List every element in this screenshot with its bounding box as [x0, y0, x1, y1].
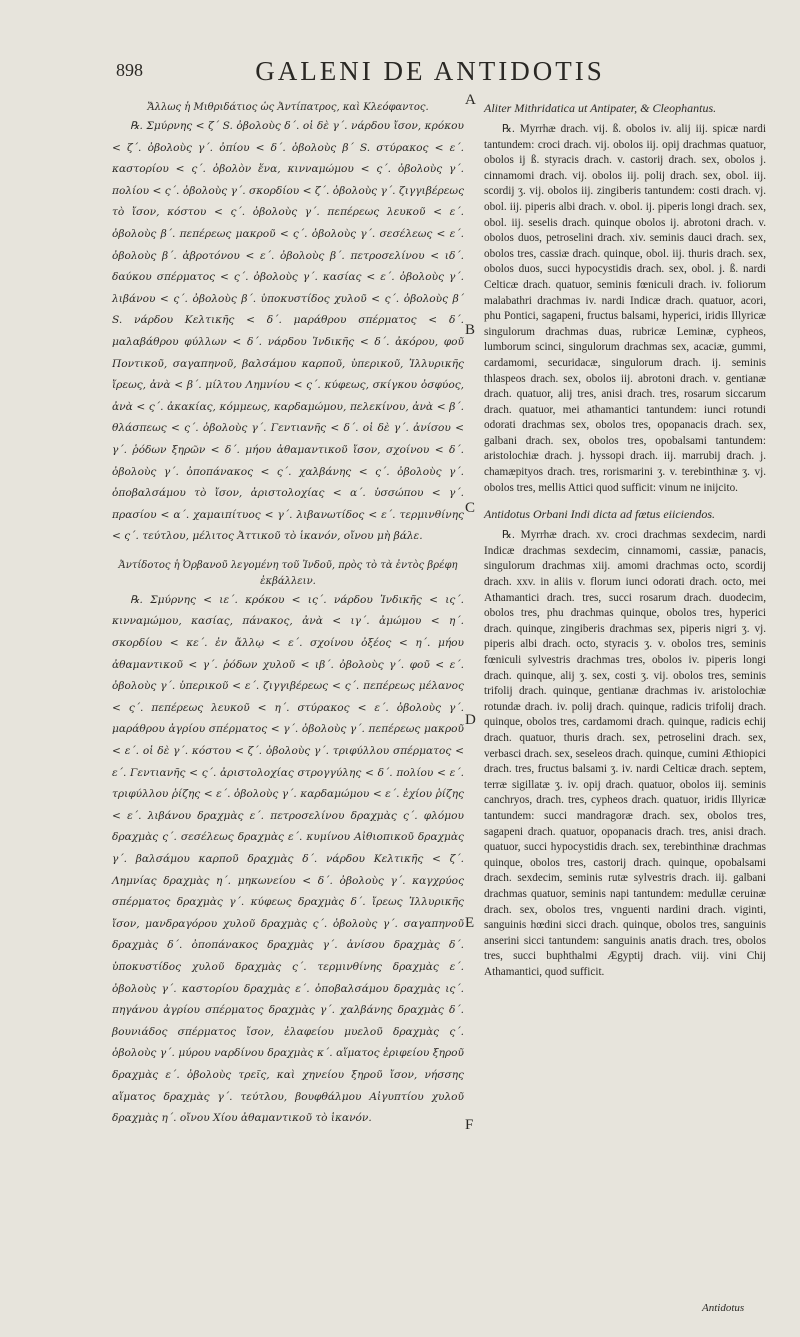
running-title: GALENI DE ANTIDOTIS — [255, 56, 605, 86]
greek-heading-1: Ἄλλως ἡ Μιθριδάτιος ὡς Ἀντίπατρος, καὶ Κλεόφαντος. — [147, 102, 429, 113]
margin-letter-b: B — [465, 322, 476, 338]
latin-column — [484, 100, 766, 980]
greek-column — [112, 100, 464, 1130]
catchword: Antidotus — [702, 1302, 745, 1314]
latin-recipe-1: ℞. Myrrhæ drach. vij. ß. obolos iv. alij iij. spicæ nardi tantundem: croci drach. vij. obolos iij. opij drachmas quatuor, obolos ij ß. styracis drach. v. castorij drach. sex, obolos j. cinnamomi drach. vij. obolos iij. polij drach. sex, obol. iij. scordij ʒ. vij. obolos iij. zingiberis tantundem: costi drach. vj. obol. iij. piperis albi drach. v. obol. ij. piperis longi drach. sex, obol. iij. seselis drach. quinque obolos ij. abrotoni drach. v. obolos duos, petroselini drach. xiv. seminis dauci drach. sex, obolos tres, cassiæ drach. quinque, obol. iij. thuris drach. sex, obolos duos, succi hypocystidis drach. sex, obol. j. ß. nardi Celticæ drach. quatuor, seminis fœniculi drach. iv. foliorum malabathri drachmas iv. nardi Indicæ drach. quatuor, acori, phu Pontici, sagapeni, fructus balsami, hyperici, iridis Illyricæ singulorum drachmas duas, rubricæ Leminæ, cypheos, lumborum scinci, singulorum drachmas sex, acaciæ, gummi, cardamomi, securidacæ, singulorum drach. ij. seminis thlaspeos drach. sex, obolos iij. abrotoni drach. v. gentianæ drach. quatuor, alij tres, anisi drach. tres, rosarum siccarum drach. quatuor, mei athamantici tantundem: iunci rotundi odorati drachmas sex, obolos tres, opopanacis drach. sex, galbani drach. sex, obolos tres, opobalsami tantundem: aristolochiæ drach. j. hyssopi drach. iij. marrubij drach. j. chamæpityos drach. tres, rorismarini ʒ. v. terebinthinæ ʒ. vj. obolos tres, mellis Attici quod sufficit: vinum ne inijcito. — [484, 123, 766, 494]
latin-heading-2: Antidotus Orbani Indi dicta ad fœtus eiiciendos. — [484, 507, 715, 522]
greek-heading-2: Ἀντίδοτος ἡ Ὀρβανοῦ λεγομένη τοῦ Ἰνδοῦ, πρὸς τὸ τὰ ἐντὸς βρέφη ἐκβάλλειν. — [118, 559, 458, 587]
margin-letter-e: E — [465, 915, 475, 931]
latin-heading-1: Aliter Mithridatica ut Antipater, & Cleophantus. — [484, 101, 717, 115]
margin-letter-c: C — [465, 500, 476, 516]
margin-letter-d: D — [465, 712, 476, 728]
greek-recipe-1: ℞. Σμύρνης < ζ΄ S. ὀβολοὺς δ΄. οἱ δὲ γ΄. νάρδου ἴσον, κρόκου < ζ΄. ὀβολοὺς γ΄. ὀπίου < δ΄. ὀβολοὺς β΄ S. στύρακος < ε΄. καστορίου < ς΄. ὀβολὸν ἕνα, κινναμώμου < ς΄. ὀβολοὺς γ΄. πολίου < ς΄. ὀβολοὺς γ΄. σκορδίου < ζ΄. ὀβολοὺς γ΄. ζιγγιβέρεως τὸ ἴσον, κόστου < ς΄. ὀβολοὺς γ΄. πεπέρεως λευκοῦ < ε΄. ὀβολοὺς β΄. πεπέρεως μακροῦ < ς΄. ὀβολοὺς γ΄. σεσέλεως < ε΄. ὀβολοὺς β΄. ἀβροτόνου < ε΄. ὀβολοὺς β΄. πετροσελίνου < ιδ΄. δαύκου σπέρματος < ς΄. ὀβολοὺς γ΄. κασίας < ε΄. ὀβολοὺς γ΄. λιβάνου < ς΄. ὀβολοὺς β΄. ὑποκυστίδος χυλοῦ < ς΄. ὀβολοὺς β΄ S. νάρδου Κελτικῆς < δ΄. μαράθρου σπέρματος < δ΄. μαλαβάθρου φύλλων < δ΄. νάρδου Ἰνδικῆς < δ΄. ἀκόρου, φοῦ Ποντικοῦ, σαγαπηνοῦ, βαλσάμου καρποῦ, ὑπερικοῦ, Ἰλλυρικῆς ἴρεως, ἀνὰ < β΄. μίλτου Λημνίου < ς΄. κύφεως, σκίγκου ὀσφύος, ἀνὰ < ς΄. ἀκακίας, κόμμεως, καρδαμώμου, πελεκίνου, ἀνὰ < β΄. θλάσπεως < ς΄. ὀβολοὺς γ΄. Γεντιανῆς < δ΄. οἱ δὲ γ΄. ἀνίσου < γ΄. ῥόδων ξηρῶν < δ΄. μήου ἀθαμαντικοῦ ἴσον, σχοίνου < δ΄. ὀβολοὺς γ΄. ὀποπάνακος < ς΄. χαλβάνης < ς΄. ὀβολοὺς γ΄. ὀποβαλσάμου τὸ ἴσον, ἀριστολοχίας < α΄. ὑσσώπου < γ΄. πρασίου < α΄. χαμαιπίτυος < γ΄. λιβανωτίδος < ε΄. τερμινθίνης < ς΄. τεύτλου, μέλιτος Ἀττικοῦ τὸ ἱκανόν, οἴνου μὴ βάλε. — [112, 120, 464, 543]
page-number: 898 — [116, 60, 143, 80]
margin-letter-f: F — [465, 1117, 474, 1133]
margin-letter-a: A — [465, 92, 476, 108]
latin-recipe-2: ℞. Myrrhæ drach. xv. croci drachmas sexdecim, nardi Indicæ drachmas sexdecim, cinnamomi, cassiæ, panacis, singulorum drachmas xiij. amomi drachmas octo, scordij drach. xxv. in aliis v. florum iunci odorati drach. octo, mei Athamantici drach. tres, succi rosarum drach. duodecim, obolos tres, phu drachmas quinque, obolos tres, hyperici drach. quinque, zingiberis drachmas sex, piperis nigri ʒ. vj. piperis albi drach. octo, styracis ʒ. v. obolos tres, seminis fœniculi sylvestris drachmas tres, obolos iv. piperis longi drach. quinque, alij ʒ. sex, costi ʒ. vij. obolos tres, seminis trifolij drach. quinque, gentianæ drachmas iv. aristolochiæ rotundæ drach. iv. polij drach. quinque, radicis trifolij drach. quinque, obolos tres, cardamomi drach. quinque, radicis echij drach. quatuor, thuris drach. sex, petroselini drach. sex, verbasci drach. sex, seseleos drach. quinque, cumini Æthiopici drach. tres, fructus balsami ʒ. iv. nardi Celticæ drach. septem, terræ sigillatæ ʒ. iv. opij drach. quatuor, obolos iij. seminis canchryos, drach. tres, cypheos drach. quatuor, iridis Illyricæ tantundem: succi mandragoræ drach. sex, obolos tres, sagapeni drach. quatuor, opopanacis drach. tres, anisi drach. quatuor, succi hypocystidis drach. sex, terebinthinæ drachmas quinque, obolos tres, castorij drach. quinque, opobalsami drach. sexdecim, seminis rutæ sylvestris drach. iij. galbani drachmas quatuor, seminis napi tantundem: medullæ ceruinæ drach. sex, obolos tres, vnguenti nardini drach. viginti, sanguinis hœdini sicci drach. quinque, obolos tres, sanguinis anserini sicci tantundem: sanguinis anatis drach. tres, obolos tres, succi buphthalmi Ægyptij drach. viij. vini Chij Athamantici, quod sufficit. — [484, 529, 766, 978]
greek-recipe-2: ℞. Σμύρνης < ιε΄. κρόκου < ις΄. νάρδου Ἰνδικῆς < ις΄. κινναμώμου, κασίας, πάνακος, ἀνὰ < ιγ΄. ἀμώμου < η΄. σκορδίου < κε΄. ἐν ἄλλῳ < ε΄. σχοίνου ὀξέος < η΄. μήου ἀθαμαντικοῦ < γ΄. ῥόδων χυλοῦ < ιβ΄. ὀβολοὺς γ΄. φοῦ < ε΄. ὀβολοὺς γ΄. ὑπερικοῦ < ε΄. ζιγγιβέρεως < ς΄. πεπέρεως μέλανος < ς΄. πεπέρεως λευκοῦ < η΄. στύρακος < ε΄. ὀβολοὺς γ΄. μαράθρου ἀγρίου σπέρματος < γ΄. ὀβολοὺς γ΄. πεπέρεως μακροῦ < ε΄. οἱ δὲ γ΄. κόστου < ζ΄. ὀβολοὺς γ΄. τριφύλλου σπέρματος < ε΄. Γεντιανῆς < ς΄. ἀριστολοχίας στρογγύλης < δ΄. πολίου < ε΄. τριφύλλου ῥίζης < ε΄. ὀβολοὺς γ΄. καρδαμώμου < ε΄. ἐχίου ῥίζης < ε΄. λιβάνου δραχμὰς ε΄. πετροσελίνου δραχμὰς ς΄. φλόμου δραχμὰς ς΄. σεσέλεως δραχμὰς ε΄. κυμίνου Αἰθιοπικοῦ δραχμὰς γ΄. βαλσάμου καρποῦ δραχμὰς δ΄. νάρδου Κελτικῆς < ζ΄. Λημνίας δραχμὰς η΄. μηκωνείου < δ΄. ὀβολοὺς γ΄. καγχρύος σπέρματος δραχμὰς γ΄. κύφεως δραχμὰς δ΄. ἴρεως Ἰλλυρικῆς ἴσον, μανδραγόρου χυλοῦ δραχμὰς ς΄. ὀβολοὺς γ΄. σαγαπηνοῦ δραχμὰς δ΄. ὀποπάνακος δραχμὰς γ΄. ἀνίσου δραχμὰς δ΄. ὑποκυστίδος χυλοῦ δραχμὰς ς΄. τερμινθίνης δραχμὰς ε΄. ὀβολοὺς γ΄. καστορίου δραχμὰς ε΄. ὀποβαλσάμου δραχμὰς ις΄. πηγάνου ἀγρίου σπέρματος δραχμὰς γ΄. χαλβάνης δραχμὰς δ΄. βουνιάδος σπέρματος ἴσον, ἐλαφείου μυελοῦ δραχμὰς ς΄. ὀβολοὺς γ΄. μύρου ναρδίνου δραχμὰς κ΄. αἵματος ἐριφείου ξηροῦ δραχμὰς ε΄. ὀβολοὺς τρεῖς, καὶ χηνείου ξηροῦ ἴσον, νήσσης αἵματος δραχμὰς γ΄. τεύτλου, βουφθάλμου Αἰγυπτίου χυλοῦ δραχμὰς η΄. οἴνου Χίου ἀθαμαντικοῦ τὸ ἱκανόν. — [112, 593, 464, 1125]
